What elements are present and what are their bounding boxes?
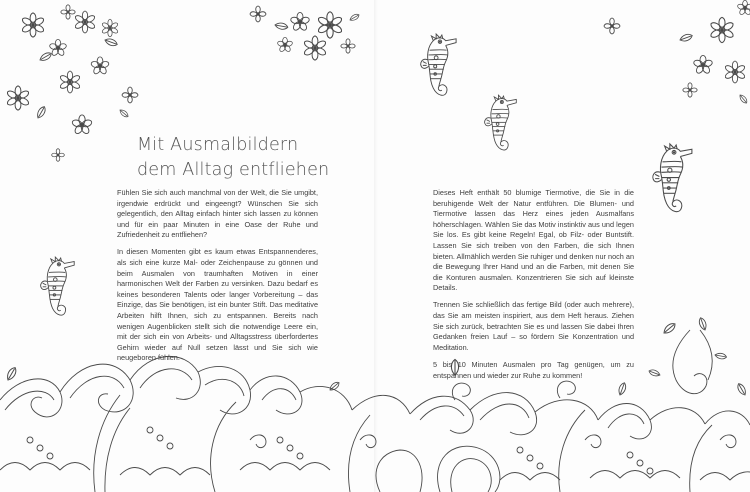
- left-paragraph-1: Fühlen Sie sich auch manchmal von der Welt, die Sie umgibt, irgendwie erdrückt und eingeengt? Wünschen Sie sich gelegentlich, den Alltag einfach hinter sich lassen zu können und für ein paar Minuten in eine Oase der Ruhe und Zufriedenheit zu entfliehen?: [117, 188, 318, 240]
- left-paragraph-2: In diesen Momenten gibt es kaum etwas Entspannenderes, als sich eine kurze Mal- oder Zeichenpause zu gönnen und beim Ausmalen von traumhaften Motiven in einer harmonischen Welt der Farben zu versinken. Dazu bedarf es keines besonderen Talents oder langer Vorbereitung – das Einzige, das Sie benötigen, ist ein bunter Stift. Das meditative Arbeiten hilft Ihnen, sich zu entspannen. Bereits nach wenigen Augenblicken stellt sich die notwendige Leere ein, mit der sich ein von Arbeits- und Alltagsstress überfordertes Gehirn wieder auf Null setzen lässt und Sie sich wie neugeboren fühlen.: [117, 247, 318, 363]
- page-title: [137, 133, 367, 183]
- right-paragraph-1: Dieses Heft enthält 50 blumige Tiermotive, die Sie in die beruhigende Welt der Natur entführen. Die Blumen- und Tiermotive lassen das Herz eines jeden Ausmalfans höherschlagen. Wählen Sie das Motiv instinktiv aus und legen Sie los. Es gibt keine Regeln! Egal, ob Filz- oder Buntstift. Lassen Sie sich treiben von den Farben, die sich Ihnen bieten. Allmählich werden Sie ruhiger und denken nur noch an die Bewegung Ihrer Hand und an die Farben, mit denen Sie die Konturen ausmalen. Konzentrieren Sie sich auf kleinste Details.: [433, 188, 634, 293]
- page-title-line-1: Mit Ausmalbildern: [137, 135, 299, 155]
- right-text-column: [433, 188, 634, 388]
- flower-cluster-top-left: [6, 5, 138, 162]
- seahorse-top: [421, 34, 456, 95]
- flower-cluster-top-center: [250, 6, 360, 60]
- book-gutter: [374, 0, 378, 492]
- page-title-line-2: dem Alltag entfliehen: [137, 160, 330, 180]
- flower-cluster-top-right: [604, 0, 750, 104]
- left-text-column: [117, 188, 318, 371]
- vine-right: [648, 317, 727, 394]
- seahorse-right: [653, 144, 692, 212]
- seahorse-left: [41, 257, 74, 315]
- seahorse-middle: [485, 95, 517, 150]
- right-paragraph-3: 5 bis 10 Minuten Ausmalen pro Tag genügen, um zu entspannen und wieder zur Ruhe zu kommen!: [433, 359, 634, 380]
- right-paragraph-2: Trennen Sie schließlich das fertige Bild (oder auch mehrere), das Sie am meisten inspiriert, aus dem Heft heraus. Ziehen Sie sich zurück, betrachten Sie es und lassen Sie dabei Ihren Gedanken freien Lauf – so fördern Sie Konzentration und Meditation.: [433, 300, 634, 352]
